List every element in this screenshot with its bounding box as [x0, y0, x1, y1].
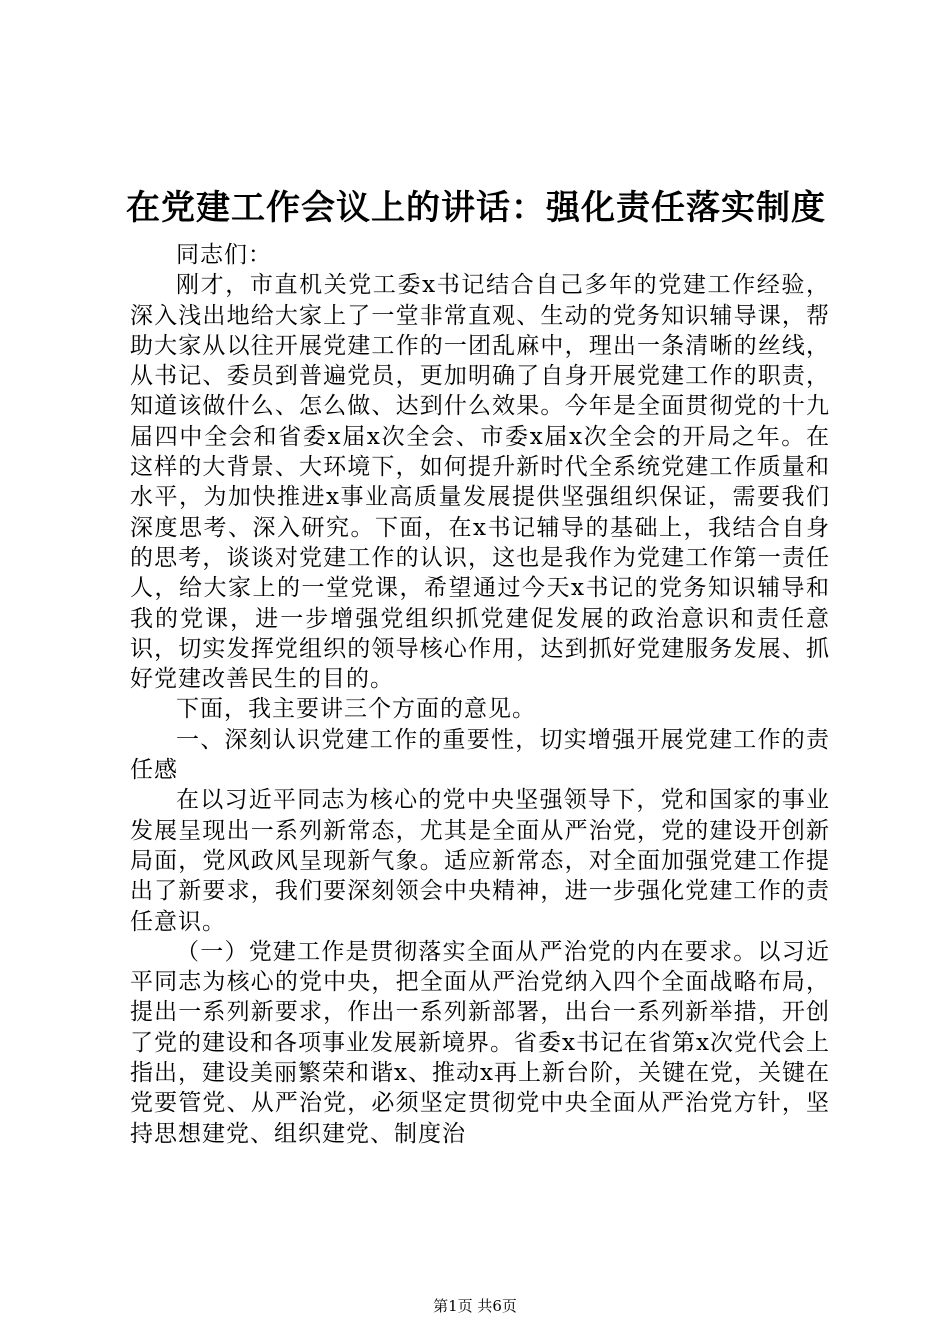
salutation-paragraph: 同志们：: [176, 242, 272, 268]
outline-paragraph: 下面，我主要讲三个方面的意见。: [176, 696, 536, 723]
page-number-footer: 第1页 共6页: [433, 1297, 517, 1315]
intro-paragraph: 刚才，市直机关党工委x书记结合自己多年的党建工作经验，深入浅出地给大家上了一堂非常直观、生动的党务知识辅导课，帮助大家从以往开展党建工作的一团乱麻中，理出一条清晰的丝线，从书记、委员到普遍党员，更加明确了自身开展党建工作的职责，知道该做什么、怎么做、达到什么效果。今年是全面贯彻党的十九届四中全会和省委x届x次全会、市委x届x次全会的开局之年。在这样的大背景、大环境下，如何提升新时代全系统党建工作质量和水平，为加快推进x事业高质量发展提供坚强组织保证，需要我们深度思考、深入研究。下面，在x书记辅导的基础上，我结合自身的思考，谈谈对党建工作的认识，这也是我作为党建工作第一责任人，给大家上的一堂党课，希望通过今天x书记的党务知识辅导和我的党课，进一步增强党组织抓党建促发展的政治意识和责任意识，切实发挥党组织的领导核心作用，达到抓好党建服务发展、抓好党建改善民生的目的。: [130, 272, 830, 693]
section-heading-1: 一、深刻认识党建工作的重要性，切实增强开展党建工作的责任感: [130, 726, 830, 784]
subsection-1-paragraph: （一）党建工作是贯彻落实全面从严治党的内在要求。以习近平同志为核心的党中央，把全面从严治党纳入四个全面战略布局，提出一系列新要求，作出一系列新部署，出台一系列新举措，开创了党的建设和各项事业发展新境界。省委x书记在省第x次党代会上指出，建设美丽繁荣和谐x、推动x再上新台阶，关键在党，关键在党要管党、从严治党，必须坚定贯彻党中央全面从严治党方针，坚持思想建党、组织建党、制度治: [130, 938, 830, 1147]
document-body: [130, 240, 830, 1149]
document-title: 在党建工作会议上的讲话：强化责任落实制度: [126, 188, 826, 228]
section-1-paragraph: 在以习近平同志为核心的党中央坚强领导下，党和国家的事业发展呈现出一系列新常态，尤其是全面从严治党，党的建设开创新局面，党风政风呈现新气象。适应新常态，对全面加强党建工作提出了新要求，我们要深刻领会中央精神，进一步强化党建工作的责任意识。: [130, 787, 830, 935]
